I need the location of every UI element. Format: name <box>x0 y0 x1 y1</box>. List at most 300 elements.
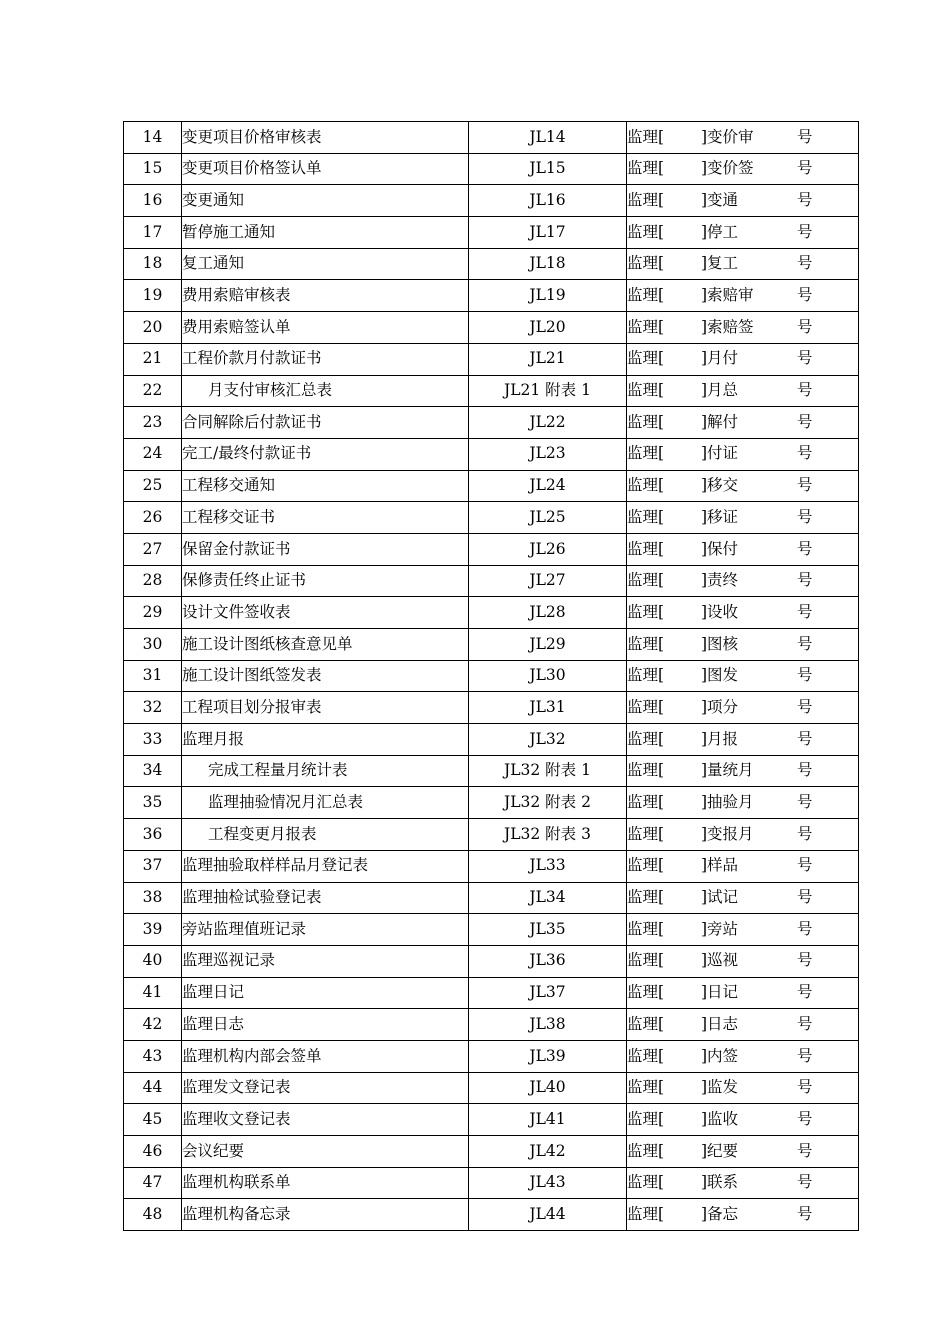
doc-number-suffix: 号 <box>797 571 813 590</box>
doc-number-suffix: 号 <box>797 444 813 463</box>
doc-number-abbreviation: ]日记 <box>701 983 739 1002</box>
table-row <box>124 502 859 534</box>
form-name: 变更项目价格审核表 <box>182 122 469 154</box>
form-code: JL32 附表 3 <box>469 819 627 851</box>
document-number-parts <box>627 190 858 209</box>
document-number-format <box>627 248 859 280</box>
form-name: 监理日记 <box>182 977 469 1009</box>
forms-table-body <box>124 122 859 1231</box>
table-row <box>124 1199 859 1231</box>
doc-number-abbreviation: ]日志 <box>701 1014 739 1033</box>
doc-number-prefix: 监理[ <box>627 444 665 463</box>
row-number: 33 <box>124 724 182 756</box>
form-name: 工程移交通知 <box>182 470 469 502</box>
doc-number-abbreviation: ]变报月 <box>701 824 754 843</box>
doc-number-suffix: 号 <box>797 381 813 400</box>
doc-number-suffix: 号 <box>797 127 813 146</box>
form-code: JL38 <box>469 1009 627 1041</box>
document-number-parts <box>627 763 858 779</box>
row-number: 40 <box>124 945 182 977</box>
document-number-format <box>627 819 859 851</box>
form-code: JL19 <box>469 280 627 312</box>
doc-number-abbreviation: ]变价审 <box>701 127 754 146</box>
document-number-format <box>627 787 859 819</box>
doc-number-abbreviation: ]图发 <box>701 666 739 685</box>
document-number-parts <box>627 1109 858 1128</box>
doc-number-abbreviation: ]解付 <box>701 412 739 431</box>
document-number-format <box>627 755 859 787</box>
form-code: JL35 <box>469 914 627 946</box>
document-number-format <box>627 502 859 534</box>
document-number-format <box>627 1072 859 1104</box>
form-code: JL32 附表 2 <box>469 787 627 819</box>
doc-number-suffix: 号 <box>797 761 813 780</box>
document-number-format <box>627 470 859 502</box>
document-number-format <box>627 1104 859 1136</box>
doc-number-abbreviation: ]移证 <box>701 507 739 526</box>
form-code: JL34 <box>469 882 627 914</box>
doc-number-prefix: 监理[ <box>627 602 665 621</box>
doc-number-abbreviation: ]抽验月 <box>701 793 754 812</box>
form-name: 费用索赔审核表 <box>182 280 469 312</box>
doc-number-suffix: 号 <box>797 951 813 970</box>
table-row <box>124 914 859 946</box>
row-number: 27 <box>124 533 182 565</box>
doc-number-abbreviation: ]量统月 <box>701 761 754 780</box>
doc-number-abbreviation: ]样品 <box>701 856 739 875</box>
form-code: JL28 <box>469 597 627 629</box>
doc-number-abbreviation: ]付证 <box>701 444 739 463</box>
doc-number-prefix: 监理[ <box>627 254 665 273</box>
row-number: 29 <box>124 597 182 629</box>
document-number-format <box>627 312 859 344</box>
form-name: 变更通知 <box>182 185 469 217</box>
form-code: JL39 <box>469 1040 627 1072</box>
document-number-parts <box>627 1175 858 1191</box>
doc-number-suffix: 号 <box>797 1109 813 1128</box>
form-code: JL27 <box>469 565 627 597</box>
row-number: 46 <box>124 1136 182 1168</box>
doc-number-abbreviation: ]监收 <box>701 1109 739 1128</box>
document-number-parts <box>627 697 858 716</box>
doc-number-prefix: 监理[ <box>627 222 665 241</box>
doc-number-suffix: 号 <box>797 1014 813 1033</box>
form-name: 监理机构内部会签单 <box>182 1040 469 1072</box>
row-number: 25 <box>124 470 182 502</box>
doc-number-prefix: 监理[ <box>627 888 665 907</box>
document-number-parts <box>627 634 858 653</box>
table-row <box>124 724 859 756</box>
doc-number-abbreviation: ]变通 <box>701 190 739 209</box>
form-name: 施工设计图纸签发表 <box>182 660 469 692</box>
document-number-format <box>627 565 859 597</box>
form-code: JL15 <box>469 153 627 185</box>
row-number: 41 <box>124 977 182 1009</box>
form-code: JL16 <box>469 185 627 217</box>
form-name: 监理月报 <box>182 724 469 756</box>
document-number-parts <box>627 1080 858 1096</box>
form-code: JL30 <box>469 660 627 692</box>
document-number-parts <box>627 478 858 494</box>
document-number-format <box>627 945 859 977</box>
doc-number-prefix: 监理[ <box>627 349 665 368</box>
form-code: JL32 附表 1 <box>469 755 627 787</box>
form-code: JL21 <box>469 343 627 375</box>
document-number-parts <box>627 507 858 526</box>
table-row <box>124 787 859 819</box>
doc-number-prefix: 监理[ <box>627 634 665 653</box>
form-name: 复工通知 <box>182 248 469 280</box>
doc-number-prefix: 监理[ <box>627 666 665 685</box>
row-number: 28 <box>124 565 182 597</box>
table-row <box>124 280 859 312</box>
form-name: 监理机构联系单 <box>182 1167 469 1199</box>
table-row <box>124 1009 859 1041</box>
form-name: 施工设计图纸核查意见单 <box>182 629 469 661</box>
form-name: 工程价款月付款证书 <box>182 343 469 375</box>
table-row <box>124 470 859 502</box>
form-name: 会议纪要 <box>182 1136 469 1168</box>
row-number: 26 <box>124 502 182 534</box>
document-number-parts <box>627 985 858 1001</box>
document-number-parts <box>627 1046 858 1065</box>
doc-number-abbreviation: ]移交 <box>701 476 739 495</box>
doc-number-prefix: 监理[ <box>627 476 665 495</box>
form-code: JL40 <box>469 1072 627 1104</box>
document-number-format <box>627 882 859 914</box>
table-row <box>124 312 859 344</box>
doc-number-abbreviation: ]复工 <box>701 254 739 273</box>
form-code: JL22 <box>469 407 627 439</box>
forms-table <box>123 121 859 1231</box>
form-name: 费用索赔签认单 <box>182 312 469 344</box>
doc-number-suffix: 号 <box>797 539 813 558</box>
doc-number-prefix: 监理[ <box>627 697 665 716</box>
table-row <box>124 945 859 977</box>
doc-number-prefix: 监理[ <box>627 983 665 1002</box>
doc-number-abbreviation: ]试记 <box>701 888 739 907</box>
doc-number-prefix: 监理[ <box>627 824 665 843</box>
doc-number-suffix: 号 <box>797 729 813 748</box>
row-number: 44 <box>124 1072 182 1104</box>
form-code: JL33 <box>469 850 627 882</box>
table-row <box>124 1072 859 1104</box>
doc-number-suffix: 号 <box>797 159 813 178</box>
form-name: 监理抽验情况月汇总表 <box>182 787 469 819</box>
doc-number-suffix: 号 <box>797 1173 813 1192</box>
form-code: JL31 <box>469 692 627 724</box>
form-name: 监理巡视记录 <box>182 945 469 977</box>
doc-number-abbreviation: ]保付 <box>701 539 739 558</box>
form-name: 月支付审核汇总表 <box>182 375 469 407</box>
doc-number-abbreviation: ]项分 <box>701 697 739 716</box>
form-code: JL21 附表 1 <box>469 375 627 407</box>
document-number-format <box>627 914 859 946</box>
form-code: JL23 <box>469 438 627 470</box>
document-number-parts <box>627 446 858 462</box>
doc-number-abbreviation: ]联系 <box>701 1173 739 1192</box>
row-number: 24 <box>124 438 182 470</box>
form-name: 工程移交证书 <box>182 502 469 534</box>
doc-number-abbreviation: ]纪要 <box>701 1141 739 1160</box>
doc-number-prefix: 监理[ <box>627 1141 665 1160</box>
doc-number-abbreviation: ]月付 <box>701 349 739 368</box>
doc-number-suffix: 号 <box>797 476 813 495</box>
doc-number-abbreviation: ]内签 <box>701 1046 739 1065</box>
doc-number-abbreviation: ]月总 <box>701 381 739 400</box>
row-number: 48 <box>124 1199 182 1231</box>
table-row <box>124 597 859 629</box>
form-name: 监理抽验取样样品月登记表 <box>182 850 469 882</box>
doc-number-abbreviation: ]备忘 <box>701 1204 739 1223</box>
table-row <box>124 882 859 914</box>
doc-number-suffix: 号 <box>797 1046 813 1065</box>
doc-number-abbreviation: ]责终 <box>701 571 739 590</box>
document-number-parts <box>627 953 858 969</box>
table-row <box>124 850 859 882</box>
document-number-format <box>627 724 859 756</box>
table-row <box>124 1104 859 1136</box>
form-name: 监理抽检试验登记表 <box>182 882 469 914</box>
doc-number-suffix: 号 <box>797 602 813 621</box>
document-number-format <box>627 375 859 407</box>
row-number: 18 <box>124 248 182 280</box>
doc-number-prefix: 监理[ <box>627 1204 665 1223</box>
doc-number-prefix: 监理[ <box>627 793 665 812</box>
doc-number-abbreviation: ]月报 <box>701 729 739 748</box>
row-number: 38 <box>124 882 182 914</box>
doc-number-prefix: 监理[ <box>627 1078 665 1097</box>
table-row <box>124 533 859 565</box>
form-name: 监理收文登记表 <box>182 1104 469 1136</box>
row-number: 30 <box>124 629 182 661</box>
doc-number-suffix: 号 <box>797 793 813 812</box>
table-row <box>124 977 859 1009</box>
form-code: JL36 <box>469 945 627 977</box>
row-number: 37 <box>124 850 182 882</box>
doc-number-prefix: 监理[ <box>627 190 665 209</box>
table-row <box>124 153 859 185</box>
document-number-parts <box>627 288 858 304</box>
doc-number-suffix: 号 <box>797 919 813 938</box>
doc-number-prefix: 监理[ <box>627 919 665 938</box>
table-row <box>124 629 859 661</box>
form-name: 旁站监理值班记录 <box>182 914 469 946</box>
doc-number-prefix: 监理[ <box>627 286 665 305</box>
doc-number-suffix: 号 <box>797 983 813 1002</box>
doc-number-prefix: 监理[ <box>627 507 665 526</box>
doc-number-abbreviation: ]索赔审 <box>701 286 754 305</box>
table-row <box>124 248 859 280</box>
form-name: 合同解除后付款证书 <box>182 407 469 439</box>
document-number-format <box>627 1136 859 1168</box>
doc-number-prefix: 监理[ <box>627 127 665 146</box>
form-name: 变更项目价格签认单 <box>182 153 469 185</box>
document-number-parts <box>627 256 858 272</box>
document-number-parts <box>627 412 858 431</box>
form-name: 保修责任终止证书 <box>182 565 469 597</box>
document-number-parts <box>627 1204 858 1223</box>
document-number-format <box>627 343 859 375</box>
doc-number-suffix: 号 <box>797 317 813 336</box>
doc-number-suffix: 号 <box>797 254 813 273</box>
document-number-format <box>627 1040 859 1072</box>
row-number: 23 <box>124 407 182 439</box>
doc-number-suffix: 号 <box>797 190 813 209</box>
doc-number-prefix: 监理[ <box>627 856 665 875</box>
row-number: 31 <box>124 660 182 692</box>
form-code: JL37 <box>469 977 627 1009</box>
row-number: 16 <box>124 185 182 217</box>
document-number-format <box>627 217 859 249</box>
row-number: 14 <box>124 122 182 154</box>
table-row <box>124 343 859 375</box>
doc-number-abbreviation: ]设收 <box>701 602 739 621</box>
row-number: 22 <box>124 375 182 407</box>
form-code: JL17 <box>469 217 627 249</box>
table-row <box>124 819 859 851</box>
doc-number-abbreviation: ]监发 <box>701 1078 739 1097</box>
doc-number-prefix: 监理[ <box>627 1014 665 1033</box>
row-number: 47 <box>124 1167 182 1199</box>
doc-number-suffix: 号 <box>797 286 813 305</box>
document-number-format <box>627 407 859 439</box>
form-code: JL32 <box>469 724 627 756</box>
document-number-parts <box>627 539 858 558</box>
doc-number-prefix: 监理[ <box>627 1046 665 1065</box>
doc-number-prefix: 监理[ <box>627 729 665 748</box>
doc-number-suffix: 号 <box>797 1141 813 1160</box>
form-name: 设计文件签收表 <box>182 597 469 629</box>
doc-number-prefix: 监理[ <box>627 571 665 590</box>
document-number-format <box>627 153 859 185</box>
doc-number-prefix: 监理[ <box>627 412 665 431</box>
doc-number-prefix: 监理[ <box>627 951 665 970</box>
form-code: JL41 <box>469 1104 627 1136</box>
table-row <box>124 217 859 249</box>
document-number-format <box>627 122 859 154</box>
form-code: JL24 <box>469 470 627 502</box>
document-number-parts <box>627 919 858 938</box>
row-number: 34 <box>124 755 182 787</box>
form-code: JL42 <box>469 1136 627 1168</box>
table-row <box>124 660 859 692</box>
document-number-parts <box>627 383 858 399</box>
row-number: 17 <box>124 217 182 249</box>
doc-number-suffix: 号 <box>797 1204 813 1223</box>
doc-number-suffix: 号 <box>797 412 813 431</box>
row-number: 35 <box>124 787 182 819</box>
form-code: JL43 <box>469 1167 627 1199</box>
document-number-format <box>627 280 859 312</box>
doc-number-suffix: 号 <box>797 697 813 716</box>
doc-number-prefix: 监理[ <box>627 539 665 558</box>
form-code: JL20 <box>469 312 627 344</box>
document-number-parts <box>627 161 858 177</box>
document-number-format <box>627 692 859 724</box>
table-row <box>124 122 859 154</box>
document-number-format <box>627 185 859 217</box>
doc-number-suffix: 号 <box>797 824 813 843</box>
form-code: JL44 <box>469 1199 627 1231</box>
document-number-format <box>627 660 859 692</box>
document-number-parts <box>627 1014 858 1033</box>
document-number-parts <box>627 317 858 336</box>
row-number: 43 <box>124 1040 182 1072</box>
table-row <box>124 692 859 724</box>
table-row <box>124 375 859 407</box>
doc-number-suffix: 号 <box>797 856 813 875</box>
document-number-format <box>627 1009 859 1041</box>
document-number-parts <box>627 602 858 621</box>
document-number-parts <box>627 858 858 874</box>
row-number: 20 <box>124 312 182 344</box>
doc-number-suffix: 号 <box>797 349 813 368</box>
doc-number-prefix: 监理[ <box>627 159 665 178</box>
table-row <box>124 1040 859 1072</box>
document-number-parts <box>627 795 858 811</box>
row-number: 45 <box>124 1104 182 1136</box>
doc-number-prefix: 监理[ <box>627 317 665 336</box>
doc-number-abbreviation: ]索赔签 <box>701 317 754 336</box>
form-code: JL26 <box>469 533 627 565</box>
table-row <box>124 185 859 217</box>
table-row <box>124 407 859 439</box>
doc-number-suffix: 号 <box>797 507 813 526</box>
doc-number-abbreviation: ]图核 <box>701 634 739 653</box>
row-number: 21 <box>124 343 182 375</box>
document-number-format <box>627 533 859 565</box>
document-number-parts <box>627 351 858 367</box>
doc-number-abbreviation: ]旁站 <box>701 919 739 938</box>
table-row <box>124 1167 859 1199</box>
document-number-format <box>627 1199 859 1231</box>
form-name: 工程变更月报表 <box>182 819 469 851</box>
document-number-parts <box>627 890 858 906</box>
doc-number-abbreviation: ]停工 <box>701 222 739 241</box>
doc-number-abbreviation: ]巡视 <box>701 951 739 970</box>
row-number: 19 <box>124 280 182 312</box>
document-number-format <box>627 850 859 882</box>
form-name: 暂停施工通知 <box>182 217 469 249</box>
doc-number-suffix: 号 <box>797 666 813 685</box>
doc-number-suffix: 号 <box>797 222 813 241</box>
form-name: 保留金付款证书 <box>182 533 469 565</box>
form-code: JL25 <box>469 502 627 534</box>
doc-number-prefix: 监理[ <box>627 1109 665 1128</box>
document-number-format <box>627 438 859 470</box>
form-code: JL14 <box>469 122 627 154</box>
document-number-format <box>627 977 859 1009</box>
document-number-parts <box>627 573 858 589</box>
form-name: 监理机构备忘录 <box>182 1199 469 1231</box>
document-number-parts <box>627 1141 858 1160</box>
row-number: 42 <box>124 1009 182 1041</box>
table-row <box>124 755 859 787</box>
row-number: 32 <box>124 692 182 724</box>
form-name: 完成工程量月统计表 <box>182 755 469 787</box>
row-number: 39 <box>124 914 182 946</box>
form-name: 监理发文登记表 <box>182 1072 469 1104</box>
table-row <box>124 438 859 470</box>
form-code: JL18 <box>469 248 627 280</box>
row-number: 36 <box>124 819 182 851</box>
table-row <box>124 565 859 597</box>
doc-number-prefix: 监理[ <box>627 381 665 400</box>
document-number-parts <box>627 824 858 843</box>
document-number-format <box>627 597 859 629</box>
doc-number-prefix: 监理[ <box>627 761 665 780</box>
